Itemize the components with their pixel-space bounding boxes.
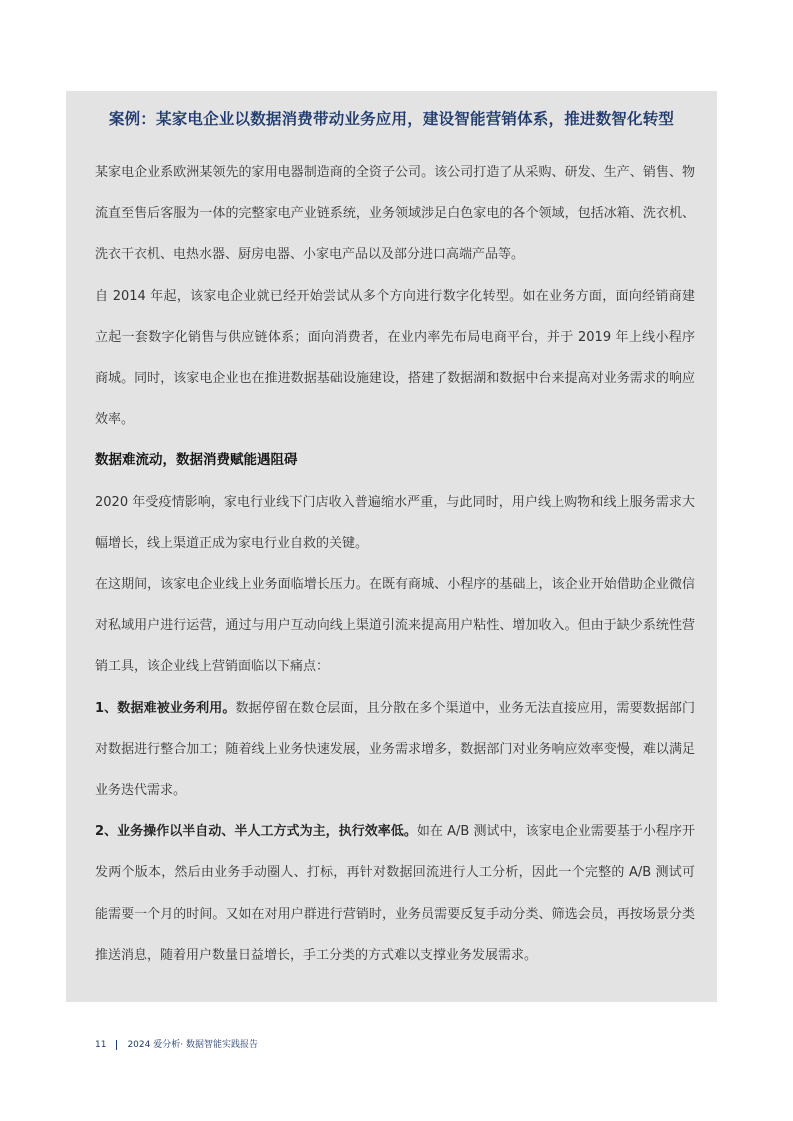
page-number: 11 — [95, 1040, 107, 1050]
pain-point-2 — [95, 811, 695, 976]
section-paragraph-2: 在这期间，该家电企业线上业务面临增长压力。在既有商城、小程序的基础上，该企业开始借助企业微信对私域用户进行运营，通过与用户互动向线上渠道引流来提高用户粘性、增加收入。但由于缺少系统性营销工具，该企业线上营销面临以下痛点： — [95, 577, 695, 675]
section-paragraph-1: 2020 年受疫情影响，家电行业线下门店收入普遍缩水严重，与此同时，用户线上购物和线上服务需求大幅增长，线上渠道正成为家电行业自救的关键。 — [95, 494, 695, 551]
pain-point-1-title: 1、数据难被业务利用。 — [95, 700, 236, 716]
pain-point-1 — [95, 688, 695, 812]
footer-divider — [116, 1040, 117, 1050]
intro-paragraph-2: 自 2014 年起，该家电企业就已经开始尝试从多个方向进行数字化转型。如在业务方面，面向经销商建立起一套数字化销售与供应链体系；面向消费者，在业内率先布局电商平台，并于 2019 年上线小程序商城。同时，该家电企业也在推进数据基础设施建设，搭建了数据湖和数据中台来提高对业务需求的响应效率。 — [95, 288, 695, 428]
case-study-box — [66, 91, 717, 1002]
section-heading: 数据难流动，数据消费赋能遇阻碍 — [95, 452, 298, 469]
page-footer — [95, 1037, 258, 1050]
pain-point-2-text: 如在 A/B 测试中，该家电企业需要基于小程序开发两个版本，然后由业务手动圈人、打标，再针对数据回流进行人工分析，因此一个完整的 A/B 测试可能需要一个月的时间。又如在对用户群进行营销时，业务员需要反复手动分类、筛选会员，再按场景分类推送消息，随着用户数量日益增长，手工分类的方式难以支撑业务发展需求。 — [95, 824, 695, 963]
case-title: 案例：某家电企业以数据消费带动业务应用，建设智能营销体系，推进数智化转型 — [108, 110, 675, 128]
pain-point-2-title: 2、业务操作以半自动、半人工方式为主，执行效率低。 — [95, 824, 417, 840]
pain-point-1-text: 数据停留在数仓层面，且分散在多个渠道中，业务无法直接应用，需要数据部门对数据进行整合加工；随着线上业务快速发展，业务需求增多，数据部门对业务响应效率变慢，难以满足业务迭代需求。 — [95, 700, 695, 799]
intro-paragraph-1: 某家电企业系欧洲某领先的家用电器制造商的全资子公司。该公司打造了从采购、研发、生产、销售、物流直至售后客服为一体的完整家电产业链系统，业务领域涉足白色家电的各个领域，包括冰箱、洗衣机、洗衣干衣机、电热水器、厨房电器、小家电产品以及部分进口高端产品等。 — [95, 165, 695, 263]
report-title: 2024 爱分析· 数据智能实践报告 — [127, 1040, 258, 1050]
case-content — [95, 152, 695, 976]
